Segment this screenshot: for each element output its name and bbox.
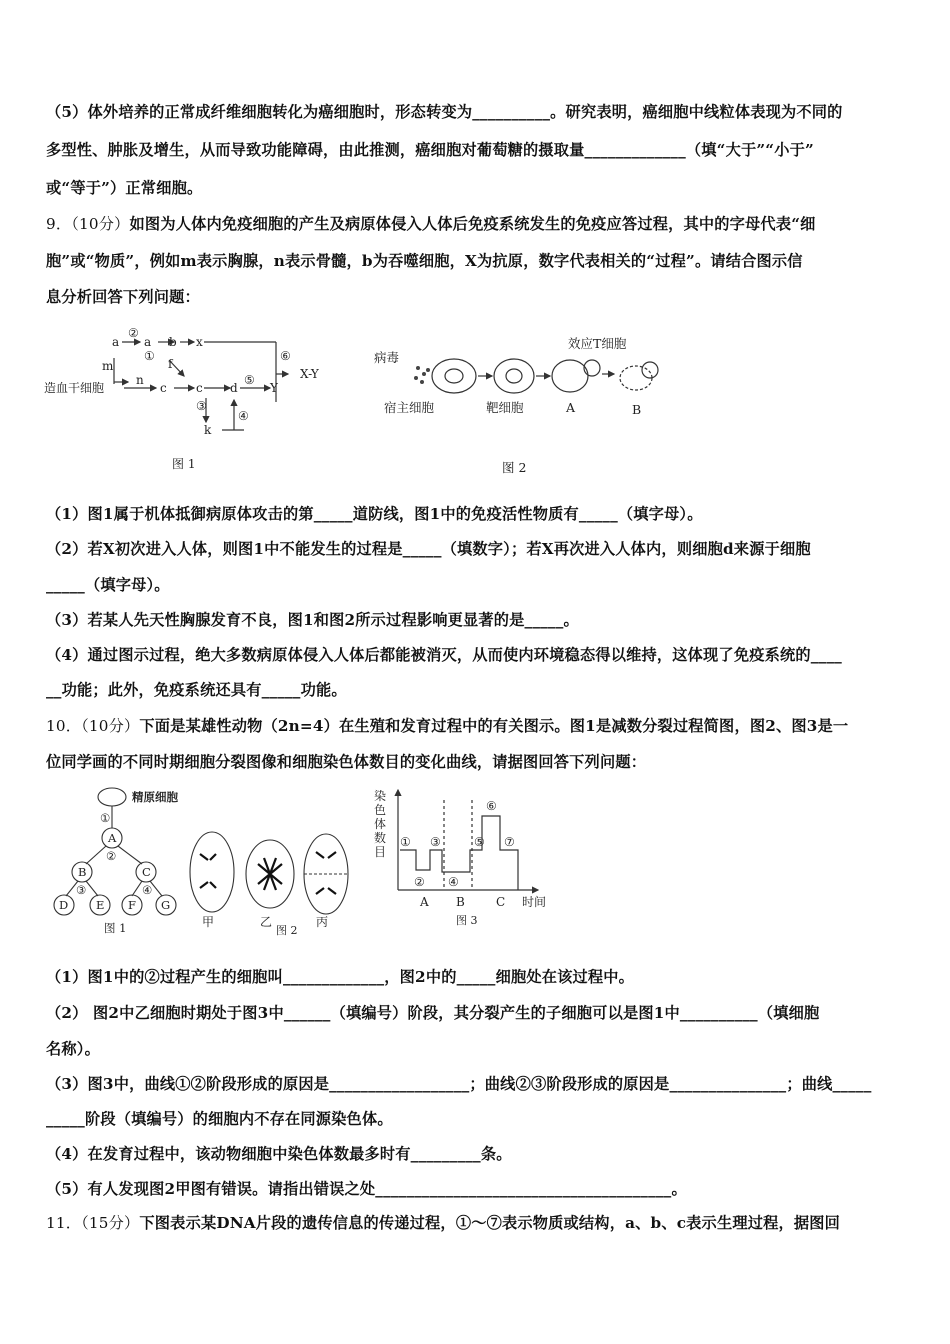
f10-caption-3: 图 3 <box>456 914 478 927</box>
q9-sub-2b: _____（填字母）。 <box>46 576 170 594</box>
f10-p1: ① <box>100 811 111 825</box>
q10-line-1 <box>46 715 848 736</box>
f3-p6: ⑥ <box>486 799 497 813</box>
f1-c2: c <box>196 381 203 395</box>
f1-n: n <box>136 373 144 387</box>
q10-sub-2b: 名称）。 <box>46 1040 100 1058</box>
f1-d: d <box>230 381 238 395</box>
q9-sub-4b: __功能；此外，免疫系统还具有_____功能。 <box>46 681 347 699</box>
f10-p2: ② <box>106 849 117 863</box>
q10-sub-3a: （3）图3中，曲线①②阶段形成的原因是__________________；曲线②③阶段形成的原因是_______________；曲线_____ <box>46 1075 872 1093</box>
f3-ylabel-1: 色 <box>374 803 387 817</box>
q9-sub-3: （3）若某人先天性胸腺发育不良，图1和图2所示过程影响更显著的是_____。 <box>46 611 579 629</box>
f1-source: 造血干细胞 <box>44 381 105 395</box>
f1-k: k <box>204 423 212 437</box>
f1-m: m <box>102 359 114 373</box>
f1-c1: c <box>160 381 167 395</box>
q10-text-1: 下面是某雄性动物（2n=4）在生殖和发育过程中的有关图示。图1是减数分裂过程简图，图2、图3是一 <box>139 717 849 735</box>
q9-line-2: 胞”或“物质”，例如m表示胸腺，n表示骨髓，b为吞噬细胞，X为抗原，数字代表相关的“过程”。请结合图示信 <box>46 252 803 270</box>
q8-line-1: （5）体外培养的正常成纤维细胞转化为癌细胞时，形态转变为__________。研究表明，癌细胞中线粒体表现为不同的 <box>46 103 843 121</box>
f2-virus: 病毒 <box>374 350 400 365</box>
f10-caption-2: 图 2 <box>276 924 298 937</box>
f1-caption: 图 1 <box>172 457 196 471</box>
f3-p2: ② <box>414 875 425 889</box>
q11-number: 11．（15分） <box>46 1214 140 1232</box>
f2-yi: 乙 <box>260 915 273 929</box>
q11-text-1: 下图表示某DNA片段的遗传信息的传递过程，①～⑦表示物质或结构，a、b、c表示生理过程，据图回 <box>139 1214 841 1232</box>
f10-B: B <box>78 865 87 879</box>
f3-xlabel: 时间 <box>522 895 547 909</box>
f1-a2: a <box>144 335 152 349</box>
f3-ylabel-4: 目 <box>374 845 387 859</box>
f10-A: A <box>108 831 117 845</box>
f3-p5: ⑤ <box>474 835 485 849</box>
f10-E: E <box>96 898 105 912</box>
q10-sub-3b: _____阶段（填编号）的细胞内不存在同源染色体。 <box>46 1110 393 1128</box>
f3-p4: ④ <box>448 875 459 889</box>
f2-jia: 甲 <box>202 915 215 929</box>
q9-number: 9．（10分） <box>46 215 130 233</box>
f3-ylabel-2: 体 <box>374 817 387 831</box>
f2-B: B <box>632 402 642 417</box>
q9-line-3: 息分析回答下列问题： <box>46 288 200 306</box>
q9-text-1: 如图为人体内免疫细胞的产生及病原体侵入人体后免疫系统发生的免疫应答过程，其中的字母代表“细 <box>129 215 816 233</box>
f1-f: f <box>168 357 173 371</box>
f3-C: C <box>496 895 506 909</box>
f3-A: A <box>420 895 429 909</box>
f10-D: D <box>59 898 69 912</box>
f1-Y: Y <box>270 381 278 395</box>
q9-figure-1 <box>44 326 344 476</box>
q11-line-1 <box>46 1212 840 1233</box>
f1-x: x <box>196 335 203 349</box>
f3-p1: ① <box>400 835 411 849</box>
f1-p2: ② <box>128 326 139 340</box>
f1-title: 精原细胞 <box>132 790 178 804</box>
q10-figure-1 <box>46 784 186 939</box>
q10-sub-4: （4）在发育过程中，该动物细胞中染色体数最多时有_________条。 <box>46 1145 512 1163</box>
f3-p3: ③ <box>430 835 441 849</box>
f3-ylabel-0: 染 <box>374 789 387 803</box>
f10-p3: ③ <box>76 883 87 897</box>
f2-target: 靶细胞 <box>486 400 524 415</box>
q10-line-2: 位同学画的不同时期细胞分裂图像和细胞染色体数目的变化曲线，请据图回答下列问题： <box>46 753 647 771</box>
f3-B: B <box>456 895 465 909</box>
q10-figure-3 <box>370 786 560 936</box>
q9-figure-2 <box>374 330 674 480</box>
f2-bing: 丙 <box>316 915 329 929</box>
f1-XY: X-Y <box>300 367 319 381</box>
f2-caption: 图 2 <box>502 460 527 475</box>
f2-host: 宿主细胞 <box>384 400 435 415</box>
q9-sub-1: （1）图1属于机体抵御病原体攻击的第_____道防线，图1中的免疫活性物质有_____（填字母）。 <box>46 505 703 523</box>
q10-figure-2 <box>186 826 356 938</box>
q9-sub-4a: （4）通过图示过程，绝大多数病原体侵入人体后都能被消灭，从而使内环境稳态得以维持，这体现了免疫系统的____ <box>46 646 842 664</box>
f1-p6: ⑥ <box>280 349 291 363</box>
f1-a: a <box>112 335 120 349</box>
f1-b: b <box>169 335 177 349</box>
q8-line-2: 多型性、肿胀及增生，从而导致功能障碍，由此推测，癌细胞对葡萄糖的摄取量_____________（填“大于”“小于” <box>46 141 814 159</box>
f10-C: C <box>142 865 151 879</box>
q9-sub-2a: （2）若X初次进入人体，则图1中不能发生的过程是_____（填数字）；若X再次进入人体内，则细胞d来源于细胞 <box>46 540 811 558</box>
f2-A: A <box>566 400 576 415</box>
f10-caption-1: 图 1 <box>104 921 127 935</box>
q8-line-3: 或“等于”）正常细胞。 <box>46 179 203 197</box>
q9-line-1 <box>46 213 816 234</box>
f10-p4: ④ <box>142 883 153 897</box>
q10-sub-2a: （2） 图2中乙细胞时期处于图3中______（填编号）阶段，其分裂产生的子细胞可以是图1中__________（填细胞 <box>46 1004 820 1022</box>
q10-number: 10．（10分） <box>46 717 140 735</box>
q10-sub-1: （1）图1中的②过程产生的细胞叫_____________，图2中的_____细胞处在该过程中。 <box>46 968 635 986</box>
f10-F: F <box>128 898 136 912</box>
f3-p7: ⑦ <box>504 835 515 849</box>
f2-effector-t: 效应T细胞 <box>568 336 627 351</box>
f1-p1: ① <box>144 349 155 363</box>
f1-p5: ⑤ <box>244 373 255 387</box>
f10-G: G <box>161 898 171 912</box>
f1-p3: ③ <box>196 399 207 413</box>
q10-sub-5: （5）有人发现图2甲图有错误。请指出错误之处______________________________________。 <box>46 1180 687 1198</box>
f3-ylabel-3: 数 <box>374 831 387 845</box>
f1-p4: ④ <box>238 409 249 423</box>
